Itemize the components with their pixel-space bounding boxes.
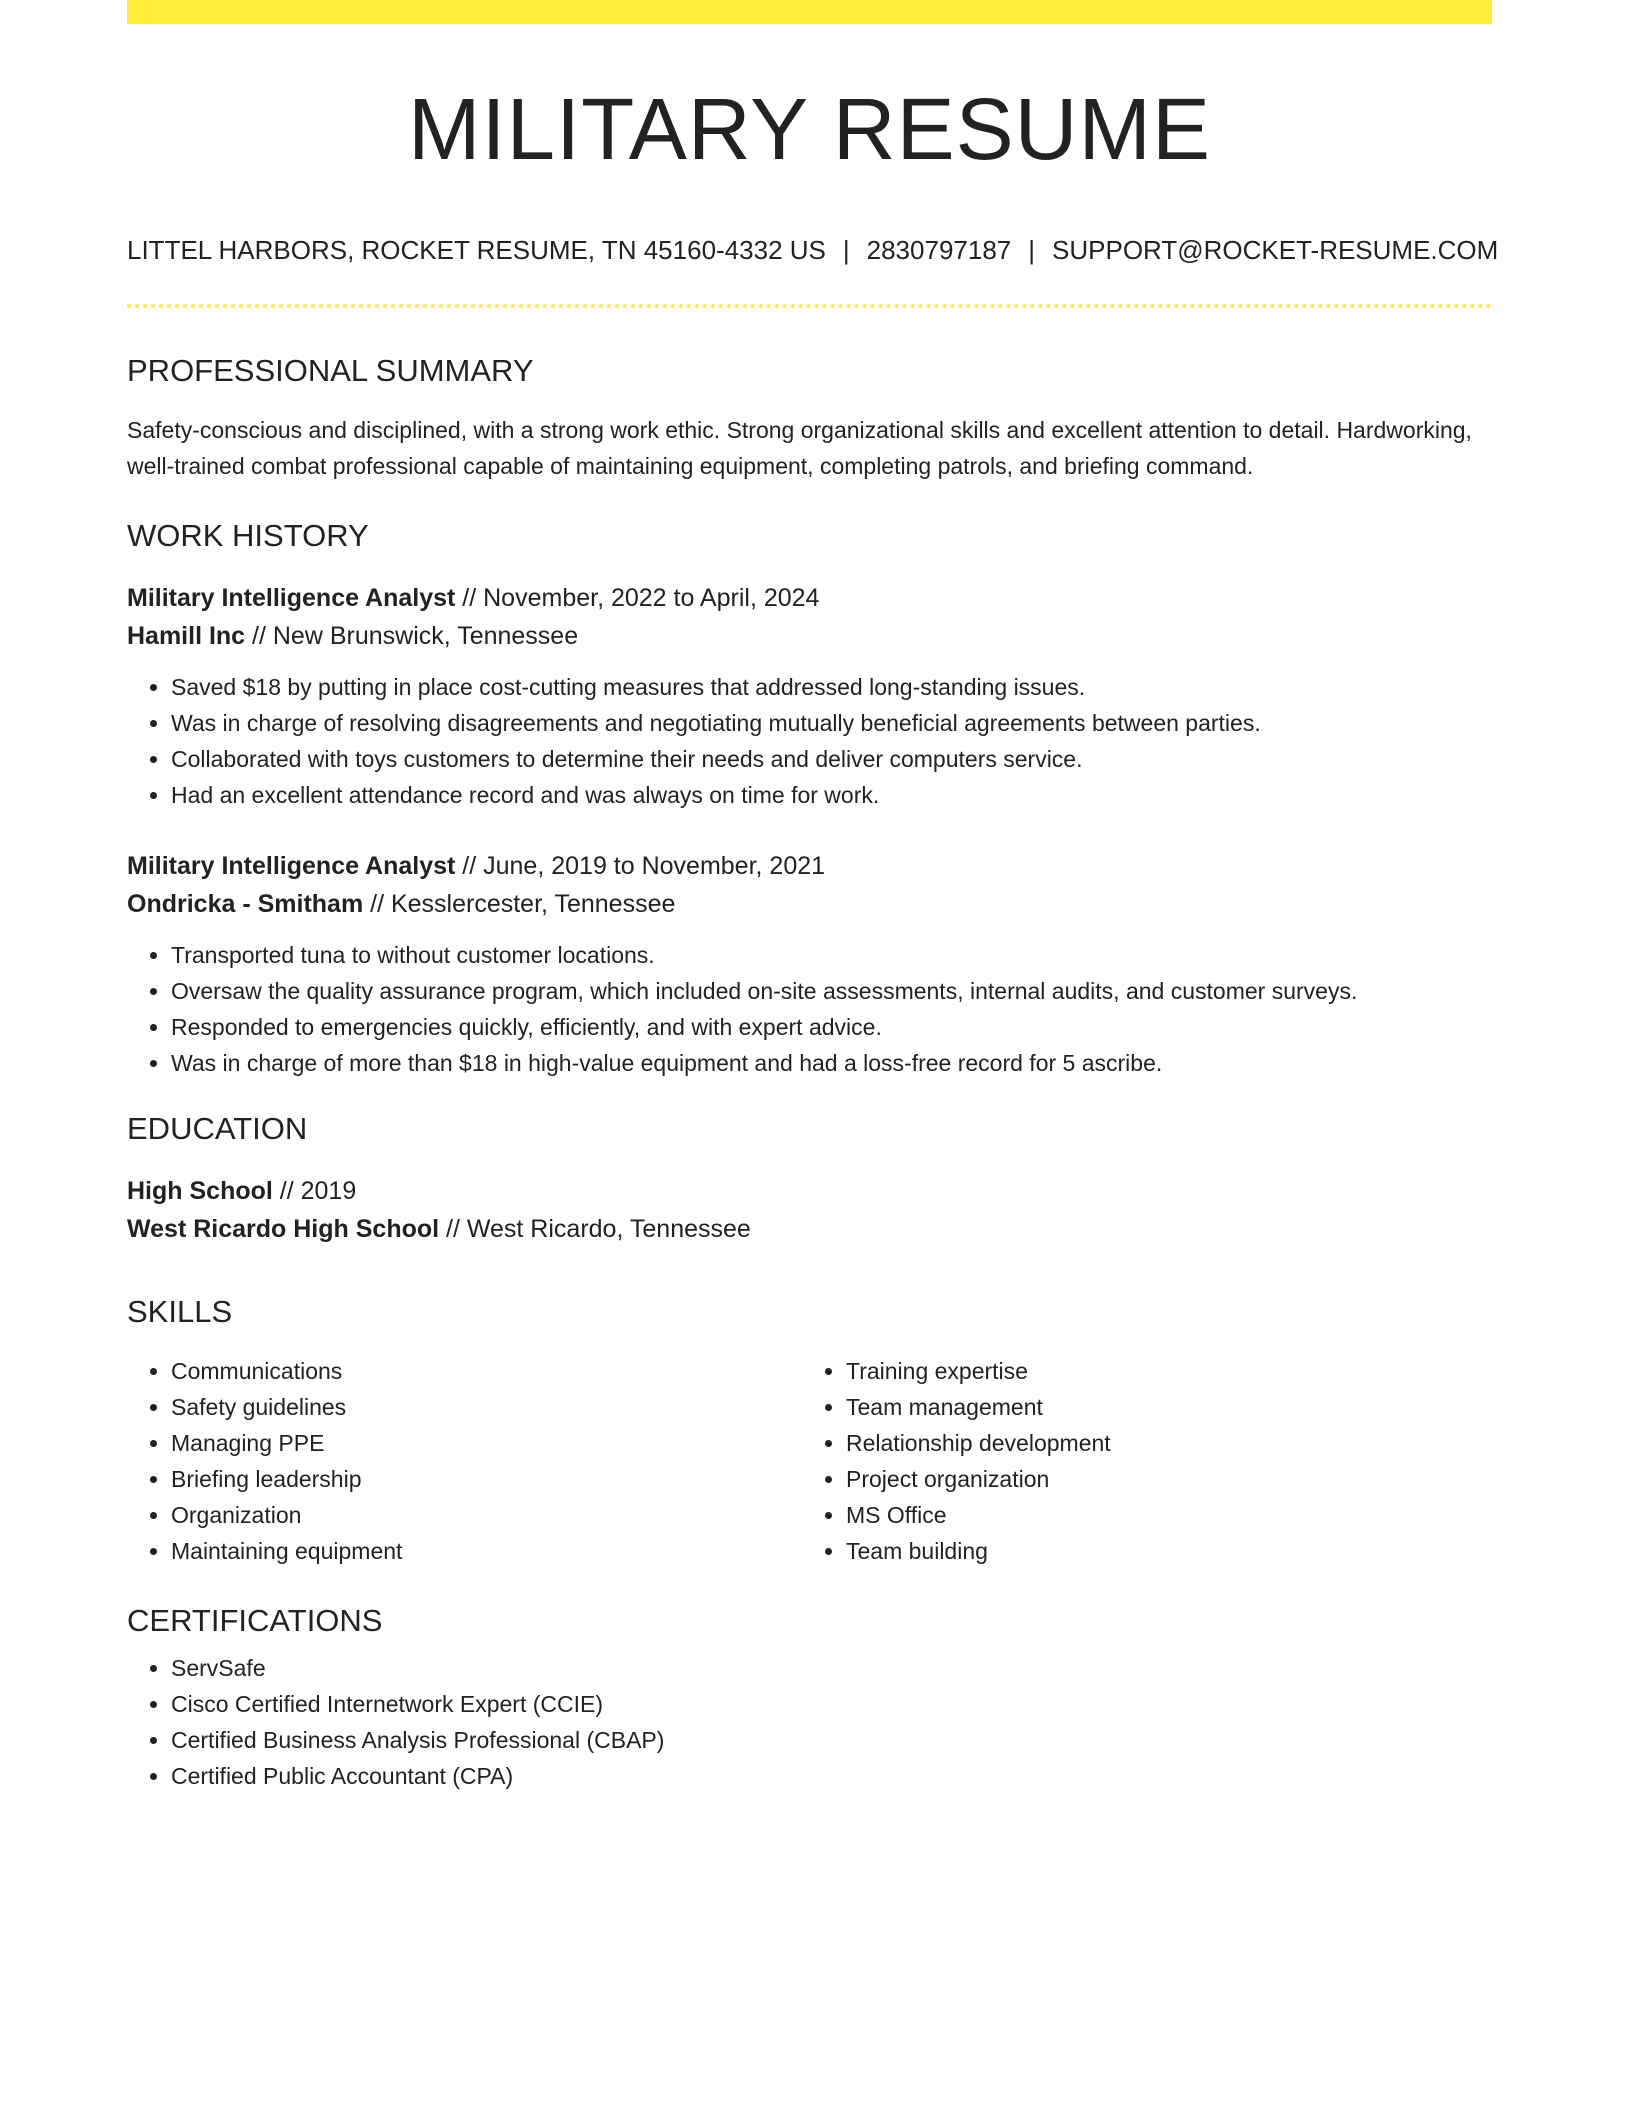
job-company: Hamill Inc [127,622,246,650]
job-bullets [127,937,1492,1081]
contact-phone: 2830797187 [866,235,1012,265]
job-bullets [127,669,1492,813]
job-dates: // June, 2019 to November, 2021 [455,852,826,880]
contact-email: SUPPORT@ROCKET-RESUME.COM [1052,235,1499,265]
job-role-line [127,579,1492,617]
education-location: // West Ricardo, Tennessee [439,1215,751,1243]
list-item: • Had an excellent attendance record and was always on time for work. [171,777,1492,813]
job-company: Ondricka - Smitham [127,890,364,918]
list-item: • Certified Public Accountant (CPA) [171,1758,1492,1794]
list-item: • Responded to emergencies quickly, efficiently, and with expert advice. [171,1009,1492,1045]
summary-text: Safety-conscious and disciplined, with a strong work ethic. Strong organizational skills and excellent attention to detail. Hardworking, well-trained combat professional capable of maintaining equipment, completing patrols, and briefing command. [127,417,1472,479]
list-item: • MS Office [846,1497,1476,1533]
list-item: • Relationship development [846,1425,1476,1461]
education-year: // 2019 [272,1177,357,1205]
list-item: • Training expertise [846,1353,1476,1389]
list-item: • Safety guidelines [171,1389,801,1425]
education-degree-line [127,1172,1492,1210]
contact-address: LITTEL HARBORS, ROCKET RESUME, TN 45160-4332 US [127,235,826,265]
list-item: • Managing PPE [171,1425,801,1461]
contact-separator: | [1028,235,1036,265]
list-item: • Certified Business Analysis Professional (CBAP) [171,1722,1492,1758]
summary-heading: PROFESSIONAL SUMMARY [127,353,534,388]
list-item: • Communications [171,1353,801,1389]
list-item: • Project organization [846,1461,1476,1497]
education-degree: High School [127,1177,273,1205]
list-item: • Transported tuna to without customer locations. [171,937,1492,973]
list-item: • Collaborated with toys customers to determine their needs and deliver computers service. [171,741,1492,777]
skills-list-left [127,1353,801,1569]
list-item: • Team building [846,1533,1476,1569]
education-school: West Ricardo High School [127,1215,440,1243]
contact-separator: | [842,235,850,265]
certifications-list [127,1650,1492,1794]
skills-list-right [801,1353,1476,1569]
list-item: • Briefing leadership [171,1461,801,1497]
job-role: Military Intelligence Analyst [127,852,456,880]
job-location: // New Brunswick, Tennessee [245,622,579,650]
list-item: • Was in charge of more than $18 in high-value equipment and had a loss-free record for 5 ascribe. [171,1045,1492,1081]
education-entry [127,1172,1492,1248]
list-item: • Organization [171,1497,801,1533]
resume-page [127,0,1499,1794]
list-item: • Was in charge of resolving disagreements and negotiating mutually beneficial agreements between parties. [171,705,1492,741]
list-item: • Maintaining equipment [171,1533,801,1569]
contact-line [127,235,1499,265]
job-role: Military Intelligence Analyst [127,584,456,612]
job-dates: // November, 2022 to April, 2024 [455,584,820,612]
job-entry [127,847,1492,1081]
top-accent-bar [127,0,1492,24]
job-role-line [127,847,1492,885]
job-entry [127,579,1492,813]
list-item: • Team management [846,1389,1476,1425]
education-school-line [127,1210,1492,1248]
dotted-divider [127,304,1492,308]
list-item: • Oversaw the quality assurance program, which included on-site assessments, internal audits, and customer surveys. [171,973,1492,1009]
skills-heading: SKILLS [127,1294,233,1329]
list-item: • Saved $18 by putting in place cost-cutting measures that addressed long-standing issues. [171,669,1492,705]
resume-title: MILITARY RESUME [407,81,1211,178]
job-company-line [127,617,1492,655]
skills-grid [127,1353,1492,1569]
list-item: • Cisco Certified Internetwork Expert (CCIE) [171,1686,1492,1722]
work-history-heading: WORK HISTORY [127,518,369,553]
certifications-heading: CERTIFICATIONS [127,1603,383,1638]
job-location: // Kesslercester, Tennessee [363,890,676,918]
education-heading: EDUCATION [127,1111,308,1146]
job-company-line [127,885,1492,923]
list-item: • ServSafe [171,1650,1492,1686]
